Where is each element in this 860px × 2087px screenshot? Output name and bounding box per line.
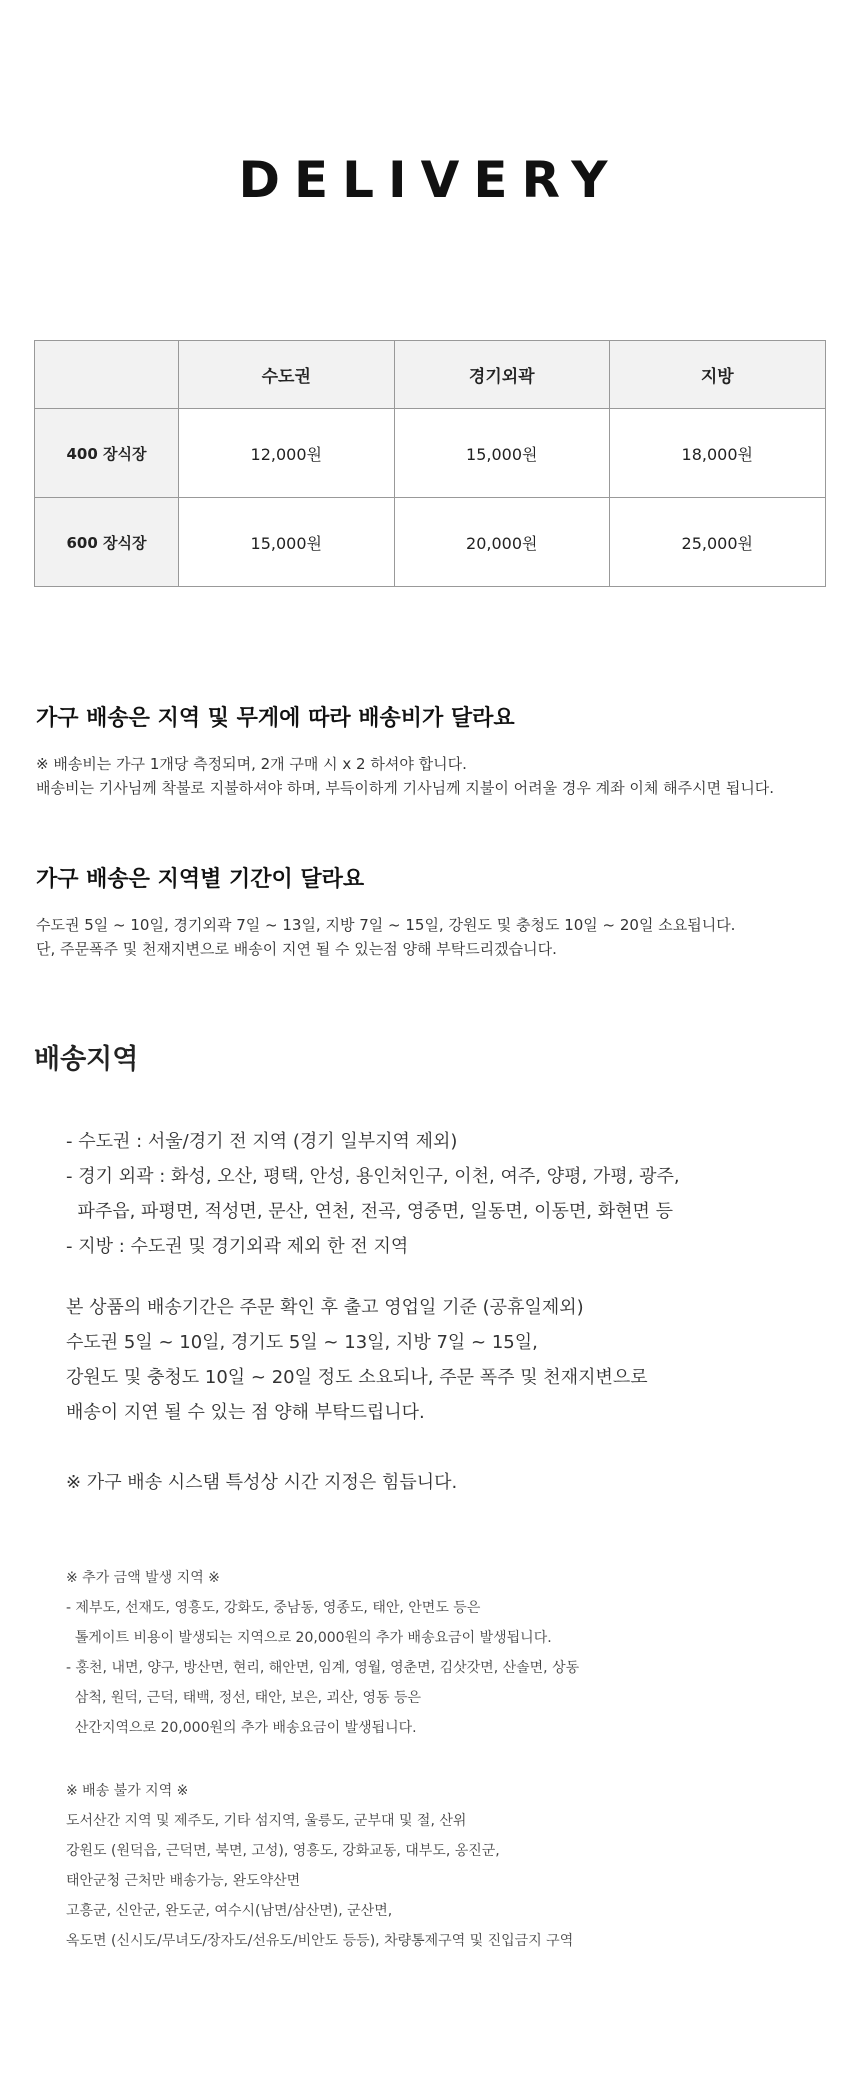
delivery-period-text (66, 1290, 826, 1430)
table-cell: 25,000원 (610, 498, 826, 587)
unavailable-line: 도서산간 지역 및 제주도, 기타 섬지역, 울릉도, 군부대 및 절, 산위 (66, 1813, 467, 1829)
period-info-line: 수도권 5일 ~ 10일, 경기외곽 7일 ~ 13일, 지방 7일 ~ 15일, 강원도 및 충청도 10일 ~ 20일 소요됩니다. (36, 916, 736, 934)
unavailable-line: 고흥군, 신안군, 완도군, 여수시(남면/삼산면), 군산면, (66, 1903, 393, 1919)
fee-info-line: ※ 배송비는 가구 1개당 측정되며, 2개 구매 시 x 2 하셔야 합니다. (36, 755, 467, 773)
table-row (35, 409, 826, 498)
fee-info-text (36, 752, 836, 800)
table-row-label: 600 장식장 (35, 498, 179, 587)
table-header-gyeonggi-outskirts: 경기외곽 (394, 341, 610, 409)
extra-cost-notice (66, 1563, 826, 1743)
table-header-corner (35, 341, 179, 409)
delivery-area-list (66, 1124, 826, 1264)
period-info-text (36, 913, 836, 961)
period-info-line: 단, 주문폭주 및 천재지변으로 배송이 지연 될 수 있는점 양해 부탁드리겠습니다. (36, 940, 557, 958)
period-line: 수도권 5일 ~ 10일, 경기도 5일 ~ 13일, 지방 7일 ~ 15일, (66, 1332, 538, 1353)
delivery-area-title: 배송지역 (34, 1044, 139, 1075)
fee-info-section (36, 704, 836, 800)
table-row-label: 400 장식장 (35, 409, 179, 498)
page-title: DELIVERY (238, 151, 622, 209)
table-cell: 18,000원 (610, 409, 826, 498)
table-cell: 15,000원 (394, 409, 610, 498)
table-header-row (35, 341, 826, 409)
list-item: - 수도권 : 서울/경기 전 지역 (경기 일부지역 제외) (66, 1131, 458, 1152)
time-notice: ※ 가구 배송 시스탬 특성상 시간 지정은 힘듭니다. (66, 1472, 458, 1493)
table-cell: 20,000원 (394, 498, 610, 587)
table-header-capital-area: 수도권 (179, 341, 395, 409)
list-item: - 경기 외곽 : 화성, 오산, 평택, 안성, 용인처인구, 이천, 여주, 양평, 가평, 광주, (66, 1166, 680, 1187)
period-line: 본 상품의 배송기간은 주문 확인 후 출고 영업일 기준 (공휴일제외) (66, 1297, 584, 1318)
table-header-provinces: 지방 (610, 341, 826, 409)
list-item: - 지방 : 수도권 및 경기외곽 제외 한 전 지역 (66, 1236, 409, 1257)
shipping-fee-table (34, 340, 826, 587)
extra-cost-line: 톨게이트 비용이 발생되는 지역으로 20,000원의 추가 배송요금이 발생됩니다. (66, 1630, 552, 1646)
unavailable-line: 옥도면 (신시도/무녀도/장자도/선유도/비안도 등등), 차량통제구역 및 진입금지 구역 (66, 1933, 574, 1949)
fee-info-heading: 가구 배송은 지역 및 무게에 따라 배송비가 달라요 (36, 706, 515, 731)
table-cell: 12,000원 (179, 409, 395, 498)
period-info-heading: 가구 배송은 지역별 기간이 달라요 (36, 867, 365, 892)
table-row (35, 498, 826, 587)
period-line: 강원도 및 충청도 10일 ~ 20일 정도 소요되나, 주문 폭주 및 천재지변으로 (66, 1367, 648, 1388)
extra-cost-line: ※ 추가 금액 발생 지역 ※ (66, 1570, 220, 1586)
list-item: 파주읍, 파평면, 적성면, 문산, 연천, 전곡, 영중면, 일동면, 이동면, 화현면 등 (66, 1201, 674, 1222)
table-cell: 15,000원 (179, 498, 395, 587)
unavailable-area-notice (66, 1776, 826, 1956)
extra-cost-line: 산간지역으로 20,000원의 추가 배송요금이 발생됩니다. (66, 1720, 417, 1736)
extra-cost-line: - 홍천, 내면, 양구, 방산면, 현리, 해안면, 임계, 영월, 영춘면, 김삿갓면, 산솔면, 상동 (66, 1660, 580, 1676)
unavailable-line: 태안군청 근처만 배송가능, 완도약산면 (66, 1873, 301, 1889)
unavailable-line: ※ 배송 불가 지역 ※ (66, 1783, 189, 1799)
period-line: 배송이 지연 될 수 있는 점 양해 부탁드립니다. (66, 1402, 425, 1423)
fee-info-line: 배송비는 기사님께 착불로 지불하셔야 하며, 부득이하게 기사님께 지불이 어려울 경우 계좌 이체 해주시면 됩니다. (36, 779, 775, 797)
unavailable-line: 강원도 (원덕읍, 근덕면, 북면, 고성), 영흥도, 강화교동, 대부도, 옹진군, (66, 1843, 500, 1859)
extra-cost-line: 삼척, 원덕, 근덕, 태백, 정선, 태안, 보은, 괴산, 영동 등은 (66, 1690, 422, 1706)
extra-cost-line: - 제부도, 선재도, 영흥도, 강화도, 중남동, 영종도, 태안, 안면도 등은 (66, 1600, 481, 1616)
period-info-section (36, 865, 836, 961)
